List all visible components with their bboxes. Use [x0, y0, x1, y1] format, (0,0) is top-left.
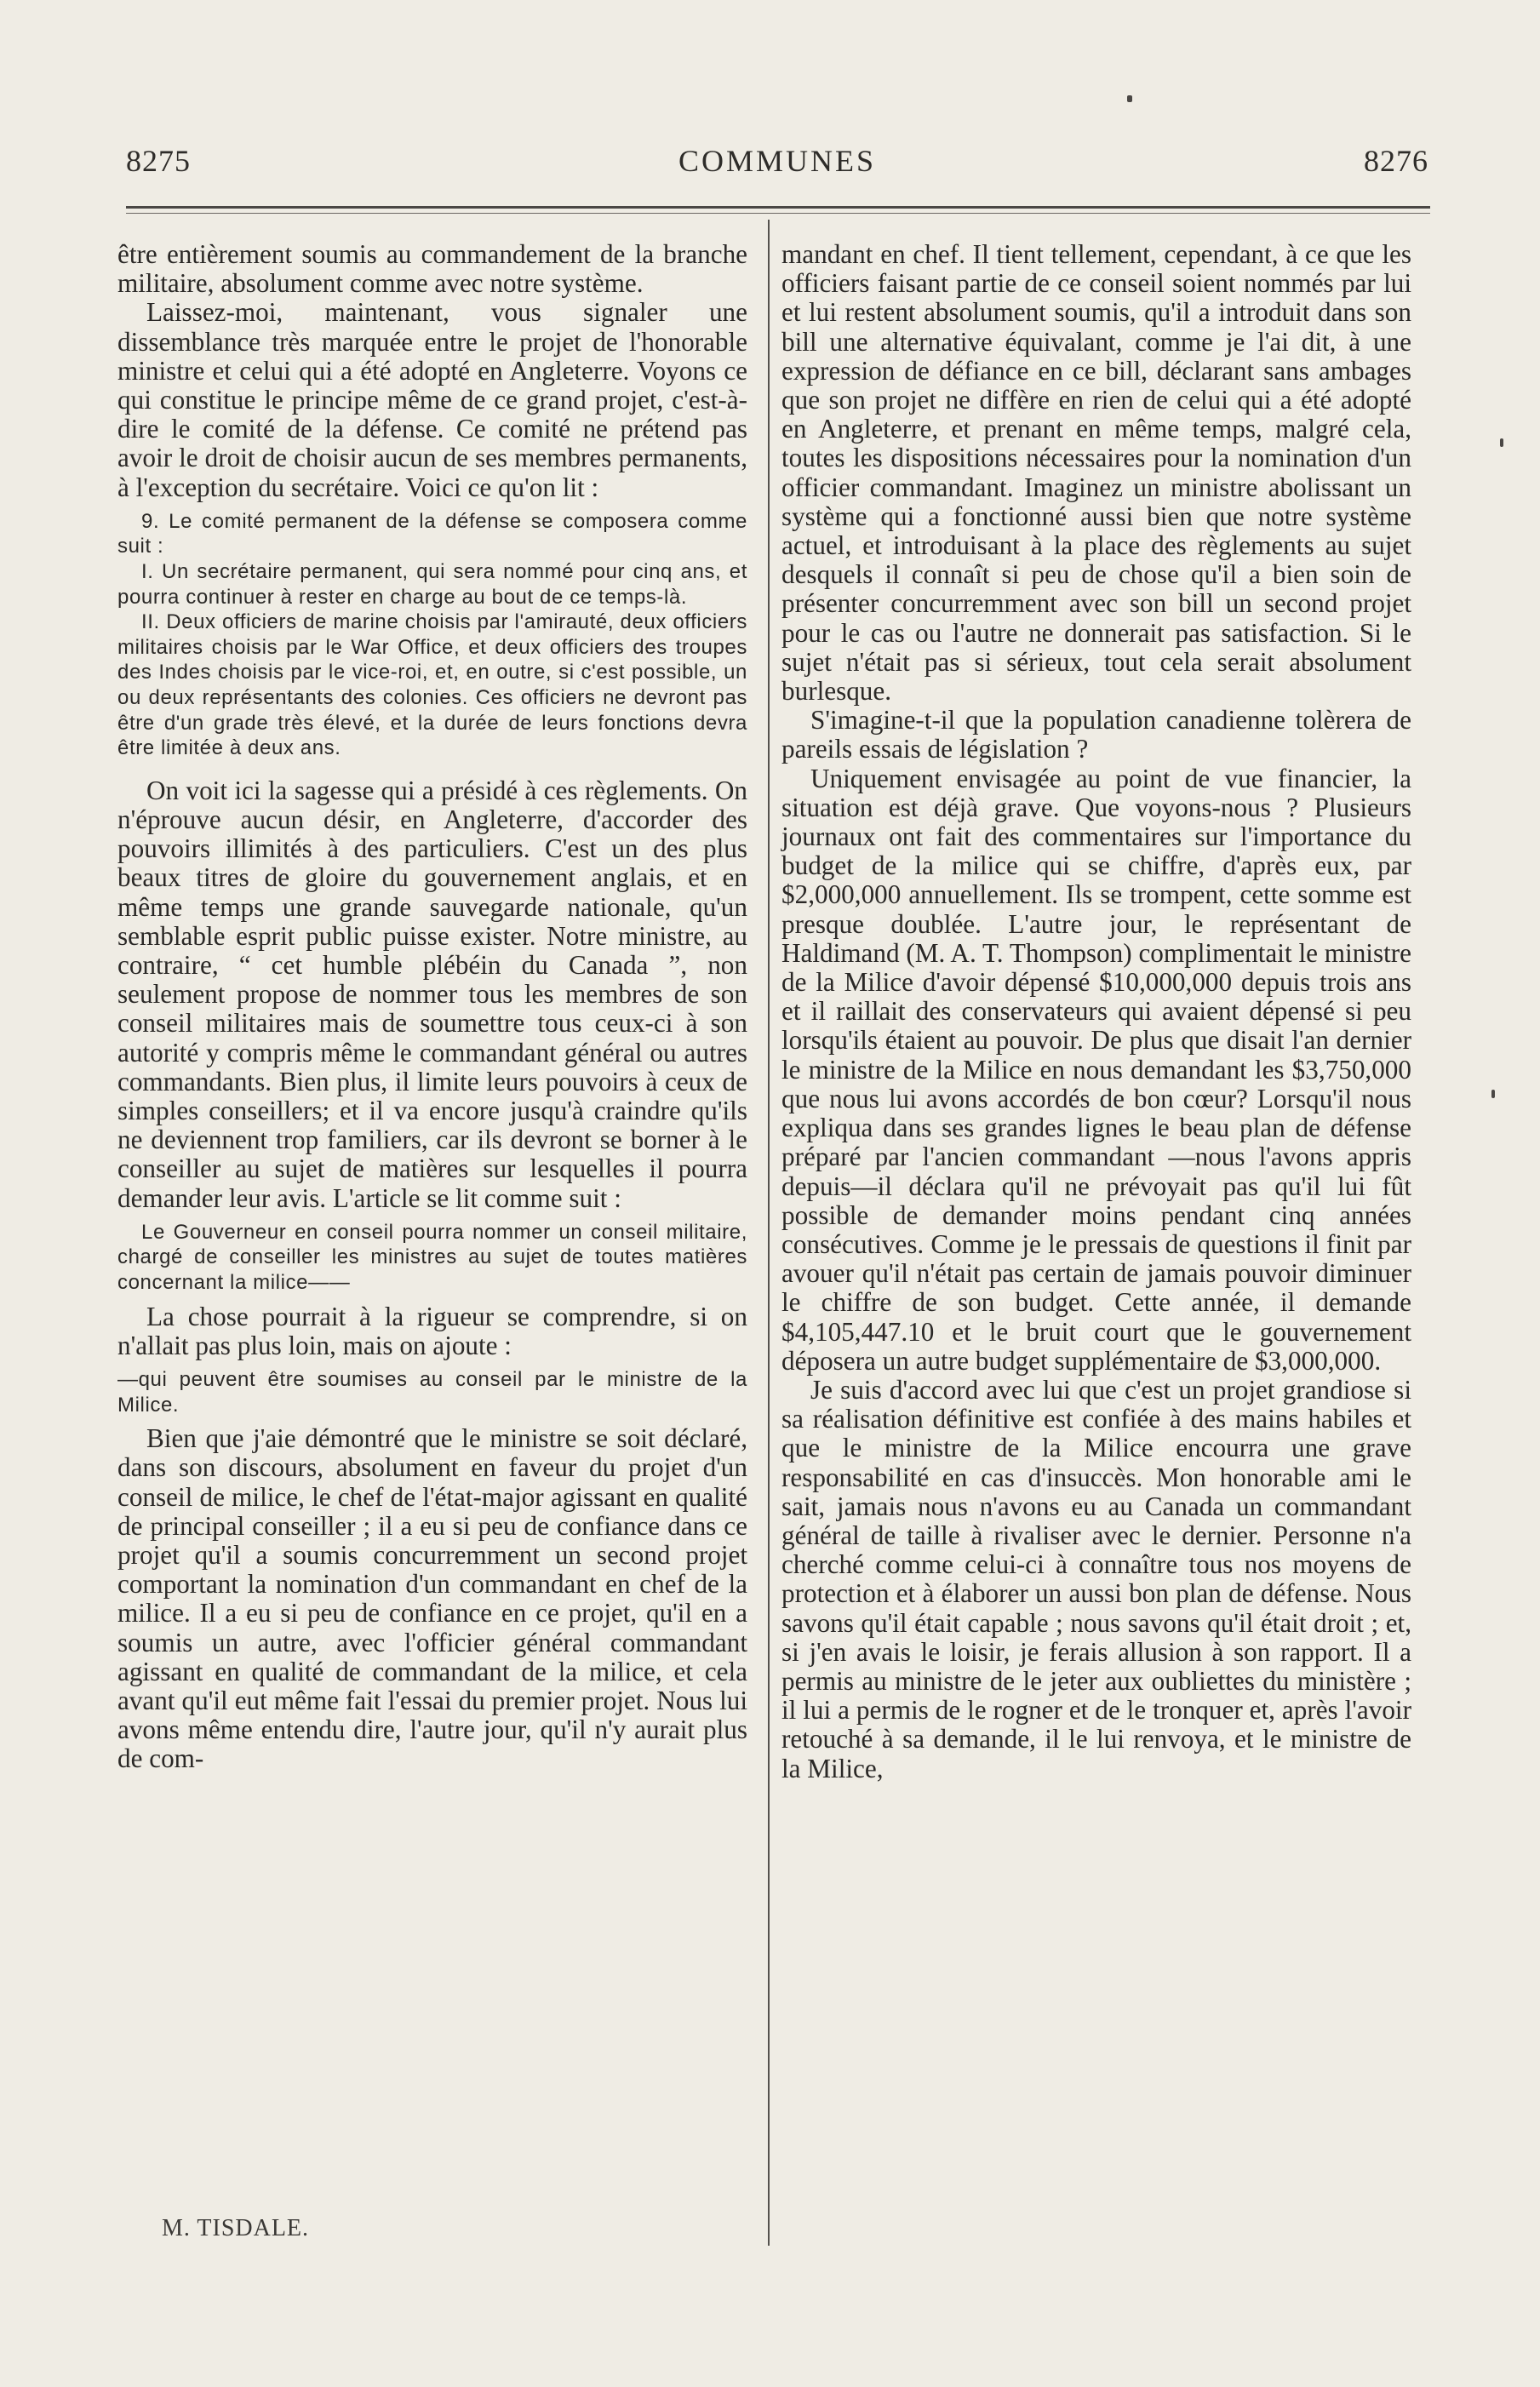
paragraph: Je suis d'accord avec lui que c'est un projet grandiose si sa réalisation définitive est confiée à des mains habiles et que le ministre de la Milice encourra une grave responsabilité en cas d'insuccès. Mon honorable ami le sait, jamais nous n'avons eu au Canada un commandant général de taille à rivaliser avec le dernier. Personne n'a cherché comme celui-ci à connaître tous nos moyens de protection et à élaborer un aussi bon plan de défense. Nous savons qu'il était capable ; nous savons qu'il était droit ; et, si j'en avais le loisir, je ferais allusion à son rapport. Il a permis au ministre de le jeter aux oubliettes du ministère ; il lui a permis de le rogner et de le tronquer et, après l'avoir retouché à sa demande, il le lui renvoya, et le ministre de la Milice, [781, 1374, 1411, 1783]
ink-speck [1491, 1090, 1495, 1098]
quote-line: —qui peuvent être soumises au conseil par le ministre de la Milice. [117, 1368, 747, 1417]
quote-line: II. Deux officiers de marine choisis par l'amirauté, deux officiers militaires choisis par le War Office, et deux officiers des troupes des Indes choisis par le vice-roi, et, en outre, si c'est possible, un ou deux représentants des colonies. Ces officiers ne devront pas être d'un grade très élevé, et la durée de leurs fonctions devra être limitée à deux ans. [117, 610, 747, 760]
header-rule-thin [126, 213, 1430, 214]
block-quote [117, 1367, 747, 1417]
paragraph: S'imagine-t-il que la population canadienne tolèrera de pareils essais de législation ? [781, 705, 1411, 764]
page-header [126, 143, 1428, 194]
right-column [781, 240, 1411, 1783]
left-column [117, 240, 747, 1774]
paragraph: Laissez-moi, maintenant, vous signaler une dissemblance très marquée entre le projet de l'honorable ministre et celui qui a été adopté en Angleterre. Voyons ce qui constitue le principe même de ce grand projet, c'est-à-dire le comité de la défense. Ce comité ne prétend pas avoir le droit de choisir aucun de ses membres permanents, à l'exception du secrétaire. Voici ce qu'on lit : [117, 297, 747, 502]
ink-speck [1127, 95, 1132, 102]
block-quote [117, 1220, 747, 1296]
page-number-right: 8276 [1364, 144, 1428, 178]
running-title: COMMUNES [678, 144, 877, 178]
block-quote [117, 509, 747, 761]
paragraph: La chose pourrait à la rigueur se comprendre, si on n'allait pas plus loin, mais on ajoute : [117, 1301, 747, 1360]
page-number-left: 8275 [126, 144, 191, 178]
paragraph: être entièrement soumis au commandement de la branche militaire, absolument comme avec notre système. [117, 239, 747, 299]
paragraph: Bien que j'aie démontré que le ministre se soit déclaré, dans son discours, absolument en faveur du projet d'un conseil de milice, le chef de l'état-major agissant en qualité de principal conseiller ; il a eu si peu de confiance dans ce projet qu'il a soumis concurremment un second projet comportant la nomination d'un commandant en chef de la milice. Il a eu si peu de confiance en ce projet, qu'il en a soumis un autre, avec l'officier général commandant agissant en qualité de commandant de la milice, et cela avant qu'il eut même fait l'essai du premier projet. Nous lui avons même entendu dire, l'autre jour, qu'il n'y aurait plus de com- [117, 1423, 747, 1774]
quote-line: 9. Le comité permanent de la défense se composera comme suit : [117, 509, 747, 558]
column-divider [768, 220, 770, 2246]
speaker-name: M. TISDALE. [162, 2215, 310, 2241]
paragraph: Uniquement envisagée au point de vue financier, la situation est déjà grave. Que voyons-nous ? Plusieurs journaux ont fait des commentaires sur l'importance du budget de la milice qui se chiffre, d'après eux, par $2,000,000 annuellement. Ils se trompent, cette somme est presque doublée. L'autre jour, le représentant de Haldimand (M. A. T. Thompson) complimentait le ministre de la Milice d'avoir dépensé $10,000,000 depuis trois ans et il raillait des conservateurs qui avaient dépensé si peu lorsqu'ils étaient au pouvoir. De plus que disait l'an dernier le ministre de la Milice en nous demandant les $3,750,000 que nous lui avons accordés de bon cœur? Lorsqu'il nous expliqua dans ses grandes lignes le beau plan de défense préparé par l'ancien commandant —nous l'avons appris depuis—il déclara qu'il ne prévoyait pas qu'il lui fût possible de demander moins pendant cinq années consécutives. Comme je le pressais de questions il finit par avouer qu'il n'était pas certain de jamais pouvoir diminuer le chiffre de son budget. Cette année, il demande $4,105,447.10 et le bruit court que le gouvernement déposera un autre budget supplémentaire de $3,000,000. [781, 763, 1411, 1376]
ink-speck [1500, 438, 1503, 447]
paragraph: mandant en chef. Il tient tellement, cependant, à ce que les officiers faisant partie de ce conseil soient nommés par lui et lui restent absolument soumis, qu'il a introduit dans son bill une alternative équivalant, comme je l'ai dit, à une expression de défiance en ce bill, déclarant sans ambages que son projet ne diffère en rien de celui qui a été adopté en Angleterre, et prenant en même temps, malgré cela, toutes les dispositions nécessaires pour la nomination d'un officier commandant. Imaginez un ministre abolissant un système qui a fonctionné aussi bien que notre système actuel, et introduisant à la place des règlements au sujet desquels il connaît si peu de chose qu'il a bien soin de présenter concurremment avec son bill un second projet pour le cas ou l'autre ne donnerait pas satisfaction. Si le sujet n'était pas si sérieux, tout cela serait absolument burlesque. [781, 239, 1411, 707]
header-rule [126, 206, 1430, 209]
quote-line: I. Un secrétaire permanent, qui sera nommé pour cinq ans, et pourra continuer à rester en charge au bout de ce temps-là. [117, 560, 747, 609]
paragraph: On voit ici la sagesse qui a présidé à ces règlements. On n'éprouve aucun désir, en Angleterre, d'accorder des pouvoirs illimités à des particuliers. C'est un des plus beaux titres de gloire du gouvernement anglais, et en même temps une grande sauvegarde nationale, qu'un semblable esprit public puisse exister. Notre ministre, au contraire, “ cet humble plébéin du Canada ”, non seulement propose de nommer tous les membres de son conseil militaires mais de soumettre tous ceux-ci à son autorité y compris même le commandant général ou autres commandants. Bien plus, il limite leurs pouvoirs à ceux de simples conseillers; et il va encore jusqu'à craindre qu'ils ne deviennent trop familiers, car ils devront se borner à le conseiller au sujet de matières sur lesquelles il pourra demander leur avis. L'article se lit comme suit : [117, 775, 747, 1213]
quote-line: Le Gouverneur en conseil pourra nommer un conseil militaire, chargé de conseiller les ministres au sujet de toutes matières concernant la milice—— [117, 1220, 747, 1294]
